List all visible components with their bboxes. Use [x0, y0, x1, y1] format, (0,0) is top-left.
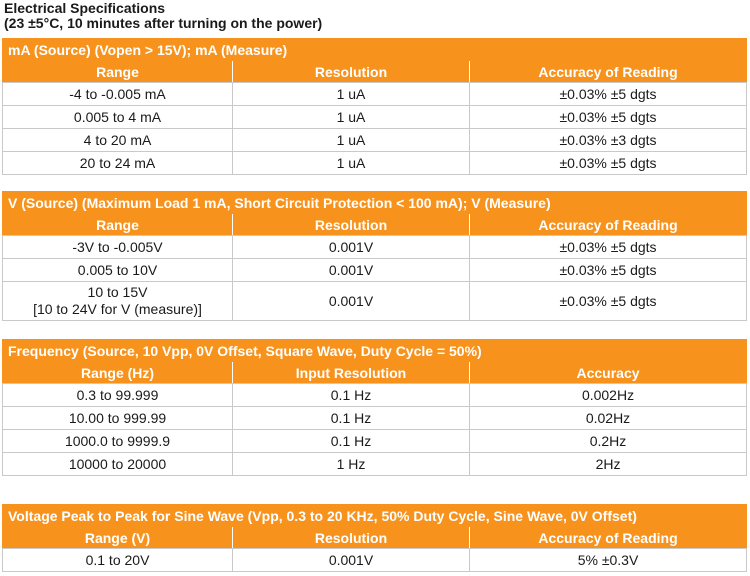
range-cell: 0.1 to 20V [3, 549, 233, 572]
table-caption: V (Source) (Maximum Load 1 mA, Short Circuit Protection < 100 mA); V (Measure) [3, 192, 747, 214]
accuracy-cell: 0.002Hz [470, 384, 747, 407]
accuracy-cell: ±0.03% ±5 dgts [470, 83, 747, 106]
table-row [3, 152, 747, 175]
table-row [3, 384, 747, 407]
resolution-cell: 0.001V [233, 282, 470, 321]
table-row [3, 129, 747, 152]
vpp-spec-table [2, 504, 747, 572]
accuracy-cell: 5% ±0.3V [470, 549, 747, 572]
resolution-cell: 1 uA [233, 129, 470, 152]
accuracy-cell: ±0.03% ±5 dgts [470, 106, 747, 129]
accuracy-cell: ±0.03% ±5 dgts [470, 282, 747, 321]
range-cell: 0.005 to 4 mA [3, 106, 233, 129]
range-cell: 0.005 to 10V [3, 259, 233, 282]
column-header: Accuracy [470, 362, 747, 384]
table-row [3, 106, 747, 129]
resolution-cell: 1 uA [233, 106, 470, 129]
frequency-spec-table [2, 339, 747, 476]
accuracy-cell: 0.2Hz [470, 430, 747, 453]
ma-spec-table [2, 38, 747, 175]
table-row [3, 430, 747, 453]
column-header: Range [3, 214, 233, 236]
resolution-cell: 0.001V [233, 549, 470, 572]
table-row [3, 407, 747, 430]
range-note: [10 to 24V for V (measure)] [33, 301, 202, 317]
range-cell: -3V to -0.005V [3, 236, 233, 259]
range-cell: -4 to -0.005 mA [3, 83, 233, 106]
column-header: Range (V) [3, 527, 233, 549]
table-caption: Frequency (Source, 10 Vpp, 0V Offset, Square Wave, Duty Cycle = 50%) [3, 340, 747, 362]
accuracy-cell: ±0.03% ±3 dgts [470, 129, 747, 152]
resolution-cell: 0.1 Hz [233, 430, 470, 453]
column-header: Range (Hz) [3, 362, 233, 384]
accuracy-cell: 2Hz [470, 453, 747, 476]
table-row [3, 549, 747, 572]
table-row [3, 259, 747, 282]
range-cell: 1000.0 to 9999.9 [3, 430, 233, 453]
accuracy-cell: ±0.03% ±5 dgts [470, 259, 747, 282]
accuracy-cell: ±0.03% ±5 dgts [470, 152, 747, 175]
table-row [3, 83, 747, 106]
resolution-cell: 1 uA [233, 83, 470, 106]
range-cell: 10.00 to 999.99 [3, 407, 233, 430]
column-header: Accuracy of Reading [470, 527, 747, 549]
column-header: Input Resolution [233, 362, 470, 384]
table-row [3, 453, 747, 476]
resolution-cell: 0.001V [233, 236, 470, 259]
voltage-spec-table [2, 191, 747, 321]
table-caption: Voltage Peak to Peak for Sine Wave (Vpp, 0.3 to 20 KHz, 50% Duty Cycle, Sine Wave, 0V Offset) [3, 505, 747, 527]
range-cell: 4 to 20 mA [3, 129, 233, 152]
column-header: Resolution [233, 61, 470, 83]
table-caption: mA (Source) (Vopen > 15V); mA (Measure) [3, 39, 747, 61]
range-cell: 10000 to 20000 [3, 453, 233, 476]
subtitle-line: (23 ±5°C, 10 minutes after turning on the power) [4, 15, 323, 31]
resolution-cell: 1 uA [233, 152, 470, 175]
column-header: Resolution [233, 527, 470, 549]
range-cell [3, 282, 233, 321]
resolution-cell: 0.1 Hz [233, 384, 470, 407]
table-row [3, 236, 747, 259]
resolution-cell: 0.1 Hz [233, 407, 470, 430]
accuracy-cell: ±0.03% ±5 dgts [470, 236, 747, 259]
resolution-cell: 0.001V [233, 259, 470, 282]
column-header: Accuracy of Reading [470, 214, 747, 236]
range-cell: 0.3 to 99.999 [3, 384, 233, 407]
table-row [3, 282, 747, 321]
title-line: Electrical Specifications [4, 0, 166, 16]
column-header: Range [3, 61, 233, 83]
page-title [4, 1, 322, 31]
resolution-cell: 1 Hz [233, 453, 470, 476]
column-header: Resolution [233, 214, 470, 236]
range-value: 10 to 15V [87, 284, 148, 300]
range-cell: 20 to 24 mA [3, 152, 233, 175]
accuracy-cell: 0.02Hz [470, 407, 747, 430]
column-header: Accuracy of Reading [470, 61, 747, 83]
